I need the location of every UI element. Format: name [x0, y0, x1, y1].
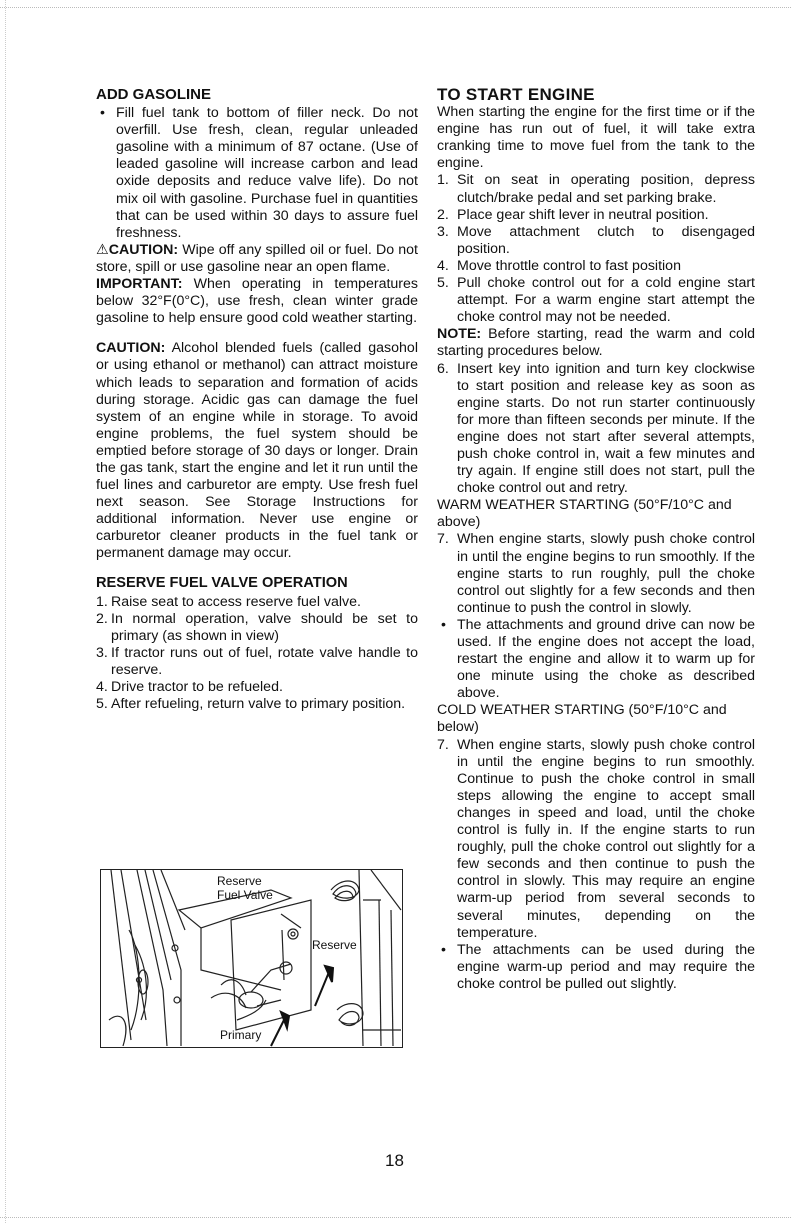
note-label: NOTE: — [437, 326, 482, 343]
caution-alcohol-paragraph — [96, 340, 418, 562]
reserve-fuel-valve-figure — [100, 869, 403, 1048]
primary-position-label: Primary — [220, 1028, 262, 1042]
warning-triangle-icon: ⚠ — [96, 241, 109, 258]
cold-weather-step: 7. When engine starts, slowly push choke control in until the engine begins to run smoothly. Continue to push the choke control in small steps allowing the engine to accept small changes in speed and load, until the choke control is fully in. If the engine starts to run roughly, pull the choke control out slightly for a few seconds and then continue to push the control in slowly. This may require an engine warm-up period from several seconds to several minutes, depending on the temperature. — [437, 736, 755, 941]
page-number: 18 — [385, 1151, 404, 1170]
start-step-6-list — [437, 361, 755, 498]
start-engine-intro: When starting the engine for the first time or if the engine has run out of fuel, it will take extra cranking time to move fuel from the tank to the engine. — [437, 104, 755, 172]
cold-weather-heading: COLD WEATHER STARTING (50°F/10°C and below) — [437, 702, 727, 736]
reserve-step: 5. After refueling, return valve to primary position. — [96, 696, 406, 713]
reserve-step: 4. Drive tractor to be refueled. — [96, 679, 283, 696]
start-step: 2. Place gear shift lever in neutral position. — [437, 206, 709, 223]
important-paragraph — [96, 276, 418, 327]
reserve-step: 2. In normal operation, valve should be set to primary (as shown in view) — [96, 610, 418, 644]
caution-alcohol-text: Alcohol blended fuels (called gasohol or using ethanol or methanol) can attract moisture which leads to separation and formation of acids during storage. Acidic gas can damage the fuel system of an engine while in storage. To avoid engine problems, the fuel system should be emptied before storage of 30 days or longer. Drain the gas tank, start the engine and let it run until the fuel lines and carburetor are empty. Use fresh fuel next season. See Storage Instructions for additional information. Never use engine or carburetor cleaner products in the fuel tank or permanent damage may occur. — [96, 340, 418, 562]
note-paragraph — [437, 326, 755, 360]
reserve-fuel-valve-label-line2: Fuel Valve — [217, 888, 273, 902]
warm-weather-step: 7. When engine starts, slowly push choke control in until the engine begins to run smoothly. If the engine starts to run roughly, pull the choke control out slightly for a few seconds and then continue to push the control in slowly. — [437, 531, 755, 616]
reserve-steps — [96, 594, 418, 714]
reserve-position-label: Reserve — [312, 938, 357, 952]
start-engine-heading: TO START ENGINE — [437, 85, 595, 104]
warm-weather-bullet: • The attachments and ground drive can now be used. If the engine does not accept the load, restart the engine and allow it to warm up for one minute using the choke as described above. — [437, 617, 755, 702]
left-column — [96, 86, 418, 713]
start-steps — [437, 172, 755, 326]
cold-weather-bullet: • The attachments can be used during the engine warm-up period and may require the choke control be pulled out slightly. — [437, 942, 755, 993]
cold-weather-bullets — [437, 942, 755, 993]
warm-weather-heading: WARM WEATHER STARTING (50°F/10°C and above) — [437, 497, 732, 531]
right-column — [437, 86, 755, 993]
cold-weather-steps — [437, 737, 755, 942]
warm-weather-bullets — [437, 617, 755, 702]
caution-alcohol-label: CAUTION: — [96, 340, 166, 357]
start-step: 1. Sit on seat in operating position, depress clutch/brake pedal and set parking brake. — [437, 172, 755, 206]
caution-paragraph — [96, 242, 418, 276]
caution-label: CAUTION: — [108, 241, 179, 258]
add-gasoline-bullet: • Fill fuel tank to bottom of filler neck. Do not overfill. Use fresh, clean, regular unleaded gasoline with a minimum of 87 octane. (Use of leaded gasoline will increase carbon and lead oxide deposits and reduce valve life). Do not mix oil with gasoline. Purchase fuel in quantities that can be used within 30 days to assure fuel freshness. — [96, 105, 418, 242]
reserve-heading: RESERVE FUEL VALVE OPERATION — [96, 574, 348, 591]
start-step: 5. Pull choke control out for a cold engine start attempt. For a warm engine start attempt the choke control may not be needed. — [437, 275, 755, 326]
start-step: 4. Move throttle control to fast position — [437, 257, 681, 274]
reserve-step: 3. If tractor runs out of fuel, rotate valve handle to reserve. — [96, 644, 418, 678]
start-step: 3. Move attachment clutch to disengaged position. — [437, 223, 755, 257]
warm-weather-steps — [437, 531, 755, 616]
add-gasoline-heading: ADD GASOLINE — [96, 86, 212, 103]
important-label: IMPORTANT: — [96, 276, 183, 293]
reserve-step: 1. Raise seat to access reserve fuel valve. — [96, 593, 361, 610]
add-gasoline-list — [96, 105, 418, 242]
reserve-fuel-valve-label-line1: Reserve — [217, 874, 262, 888]
start-step: 6. Insert key into ignition and turn key clockwise to start position and release key as soon as engine starts. Do not run starter continuously for more than fifteen seconds per minute. If the engine does not start after several attempts, push choke control in, wait a few minutes and try again. If engine still does not start, pull the choke control out and retry. — [437, 360, 755, 497]
caution-text: Wipe off any spilled oil or fuel. Do not store, spill or use gasoline near an open flame. — [96, 241, 418, 275]
note-text: Before starting, read the warm and cold starting procedures below. — [437, 326, 755, 360]
left-scan-edge — [5, 0, 6, 1223]
bottom-scan-edge — [0, 1217, 791, 1218]
important-text: When operating in temperatures below 32°F(0°C), use fresh, clean winter grade gasoline to help ensure good cold weather starting. — [96, 276, 418, 327]
top-scan-edge — [0, 7, 791, 8]
